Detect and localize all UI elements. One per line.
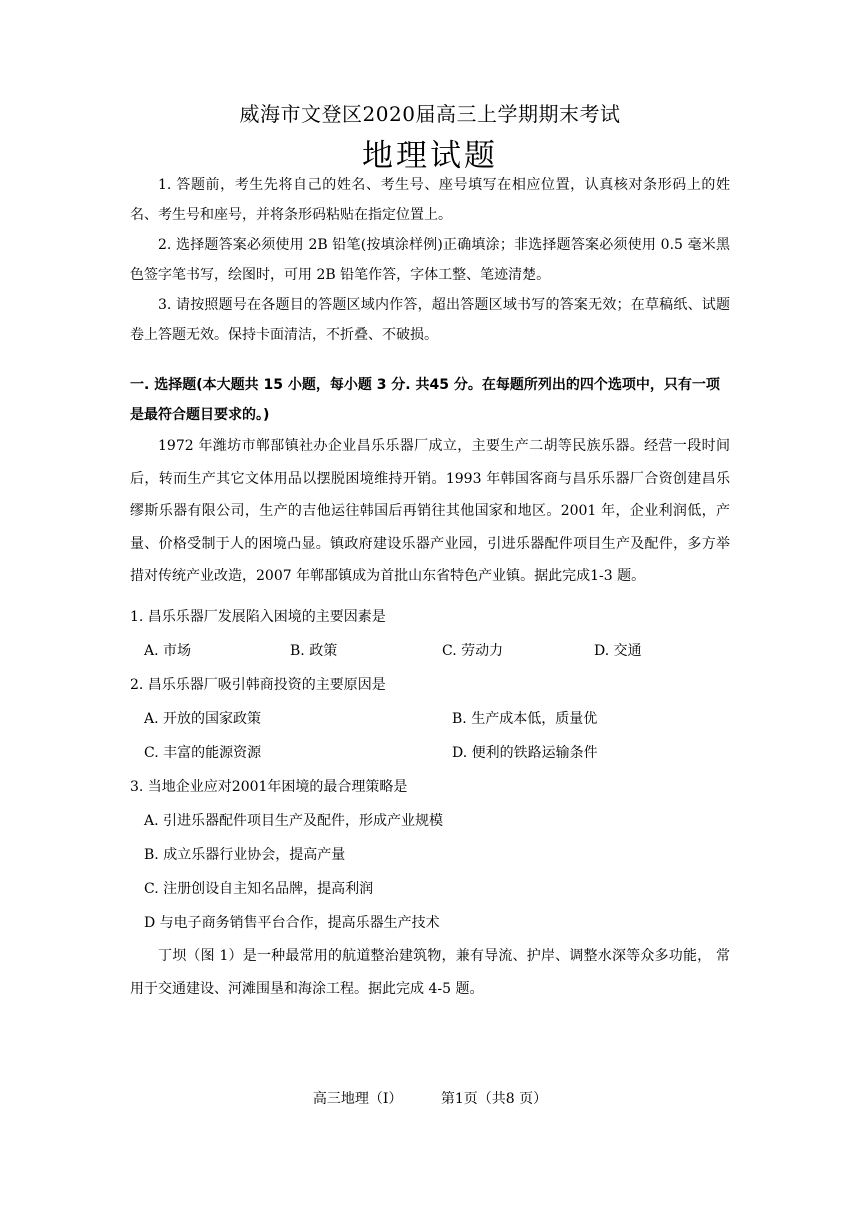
passage-text: 丁坝（图 1）是一种最常用的航道整治建筑物，兼有导流、护岸、调整水深等众多功能， 常用于交通建设、河滩围垦和海涂工程。据此完成 4-5 题。: [130, 948, 730, 997]
exam-subject-title: 地理试题: [362, 138, 498, 174]
instruction-item: 2. 选择题答案必须使用 2B 铅笔(按填涂样例)正确填涂；非选择题答案必须使用 0.5 毫米黑色签字笔书写，绘图时，可用 2B 铅笔作答，字体工整、笔迹清楚。: [130, 237, 730, 283]
passage-1: [130, 430, 730, 593]
option: B. 成立乐器行业协会，提高产量: [144, 847, 346, 863]
page-number: 第1页（共8 页）: [440, 1091, 548, 1107]
option: A. 引进乐器配件项目生产及配件，形成产业规模: [144, 813, 444, 829]
page-footer: [0, 1088, 860, 1108]
option: A. 市场: [144, 643, 192, 659]
footer-subject: 高三地理（I）: [312, 1091, 403, 1107]
option: D. 便利的铁路运输条件: [452, 745, 598, 761]
section-one: [130, 370, 730, 430]
option: C. 注册创设自主知名品牌，提高利润: [144, 881, 374, 897]
instructions: [130, 170, 730, 350]
question-1-options: [130, 634, 730, 668]
question-2-options: [130, 736, 730, 770]
question-list: [130, 600, 730, 940]
question-stem: 3. 当地企业应对2001年困境的最合理策略是: [130, 779, 408, 795]
section-heading: 一. 选择题(本大题共 15 小题，每小题 3 分. 共45 分。在每题所列出的四个选项中，只有一项是最符合题目要求的。): [130, 377, 720, 423]
option: D 与电子商务销售平台合作，提高乐器生产技术: [144, 915, 440, 931]
instruction-item: 3. 请按照题号在各题目的答题区域内作答，超出答题区域书写的答案无效；在草稿纸、试题卷上答题无效。保持卡面清洁，不折叠、不破损。: [130, 297, 730, 343]
option: C. 丰富的能源资源: [144, 745, 262, 761]
option: B. 生产成本低，质量优: [452, 711, 598, 727]
option: D. 交通: [594, 643, 642, 659]
question-2-options: [130, 702, 730, 736]
question-stem: 1. 昌乐乐器厂发展陷入困境的主要因素是: [130, 609, 386, 625]
option: A. 开放的国家政策: [144, 711, 262, 727]
passage-text: 1972 年潍坊市郸郚镇社办企业昌乐乐器厂成立，主要生产二胡等民族乐器。经营一段时间后，转而生产其它文体用品以摆脱困境维持开销。1993 年韩国客商与昌乐乐器厂合资创建昌乐缪斯乐器有限公司，生产的吉他运往韩国后再销往其他国家和地区。2001 年，企业利润低，产量、价格受制于人的困境凸显。镇政府建设乐器产业园，引进乐器配件项目生产及配件，多方举措对传统产业改造，2007 年郸郚镇成为首批山东省特色产业镇。据此完成1-3 题。: [130, 438, 730, 584]
passage-2: [130, 940, 730, 1005]
question-stem: 2. 昌乐乐器厂吸引韩商投资的主要原因是: [130, 677, 386, 693]
instruction-item: 1. 答题前，考生先将自己的姓名、考生号、座号填写在相应位置，认真核对条形码上的姓名、考生号和座号，并将条形码粘贴在指定位置上。: [130, 177, 730, 223]
exam-title: 威海市文登区2020届高三上学期期末考试: [239, 102, 621, 126]
option: C. 劳动力: [442, 643, 504, 659]
option: B. 政策: [290, 643, 338, 659]
